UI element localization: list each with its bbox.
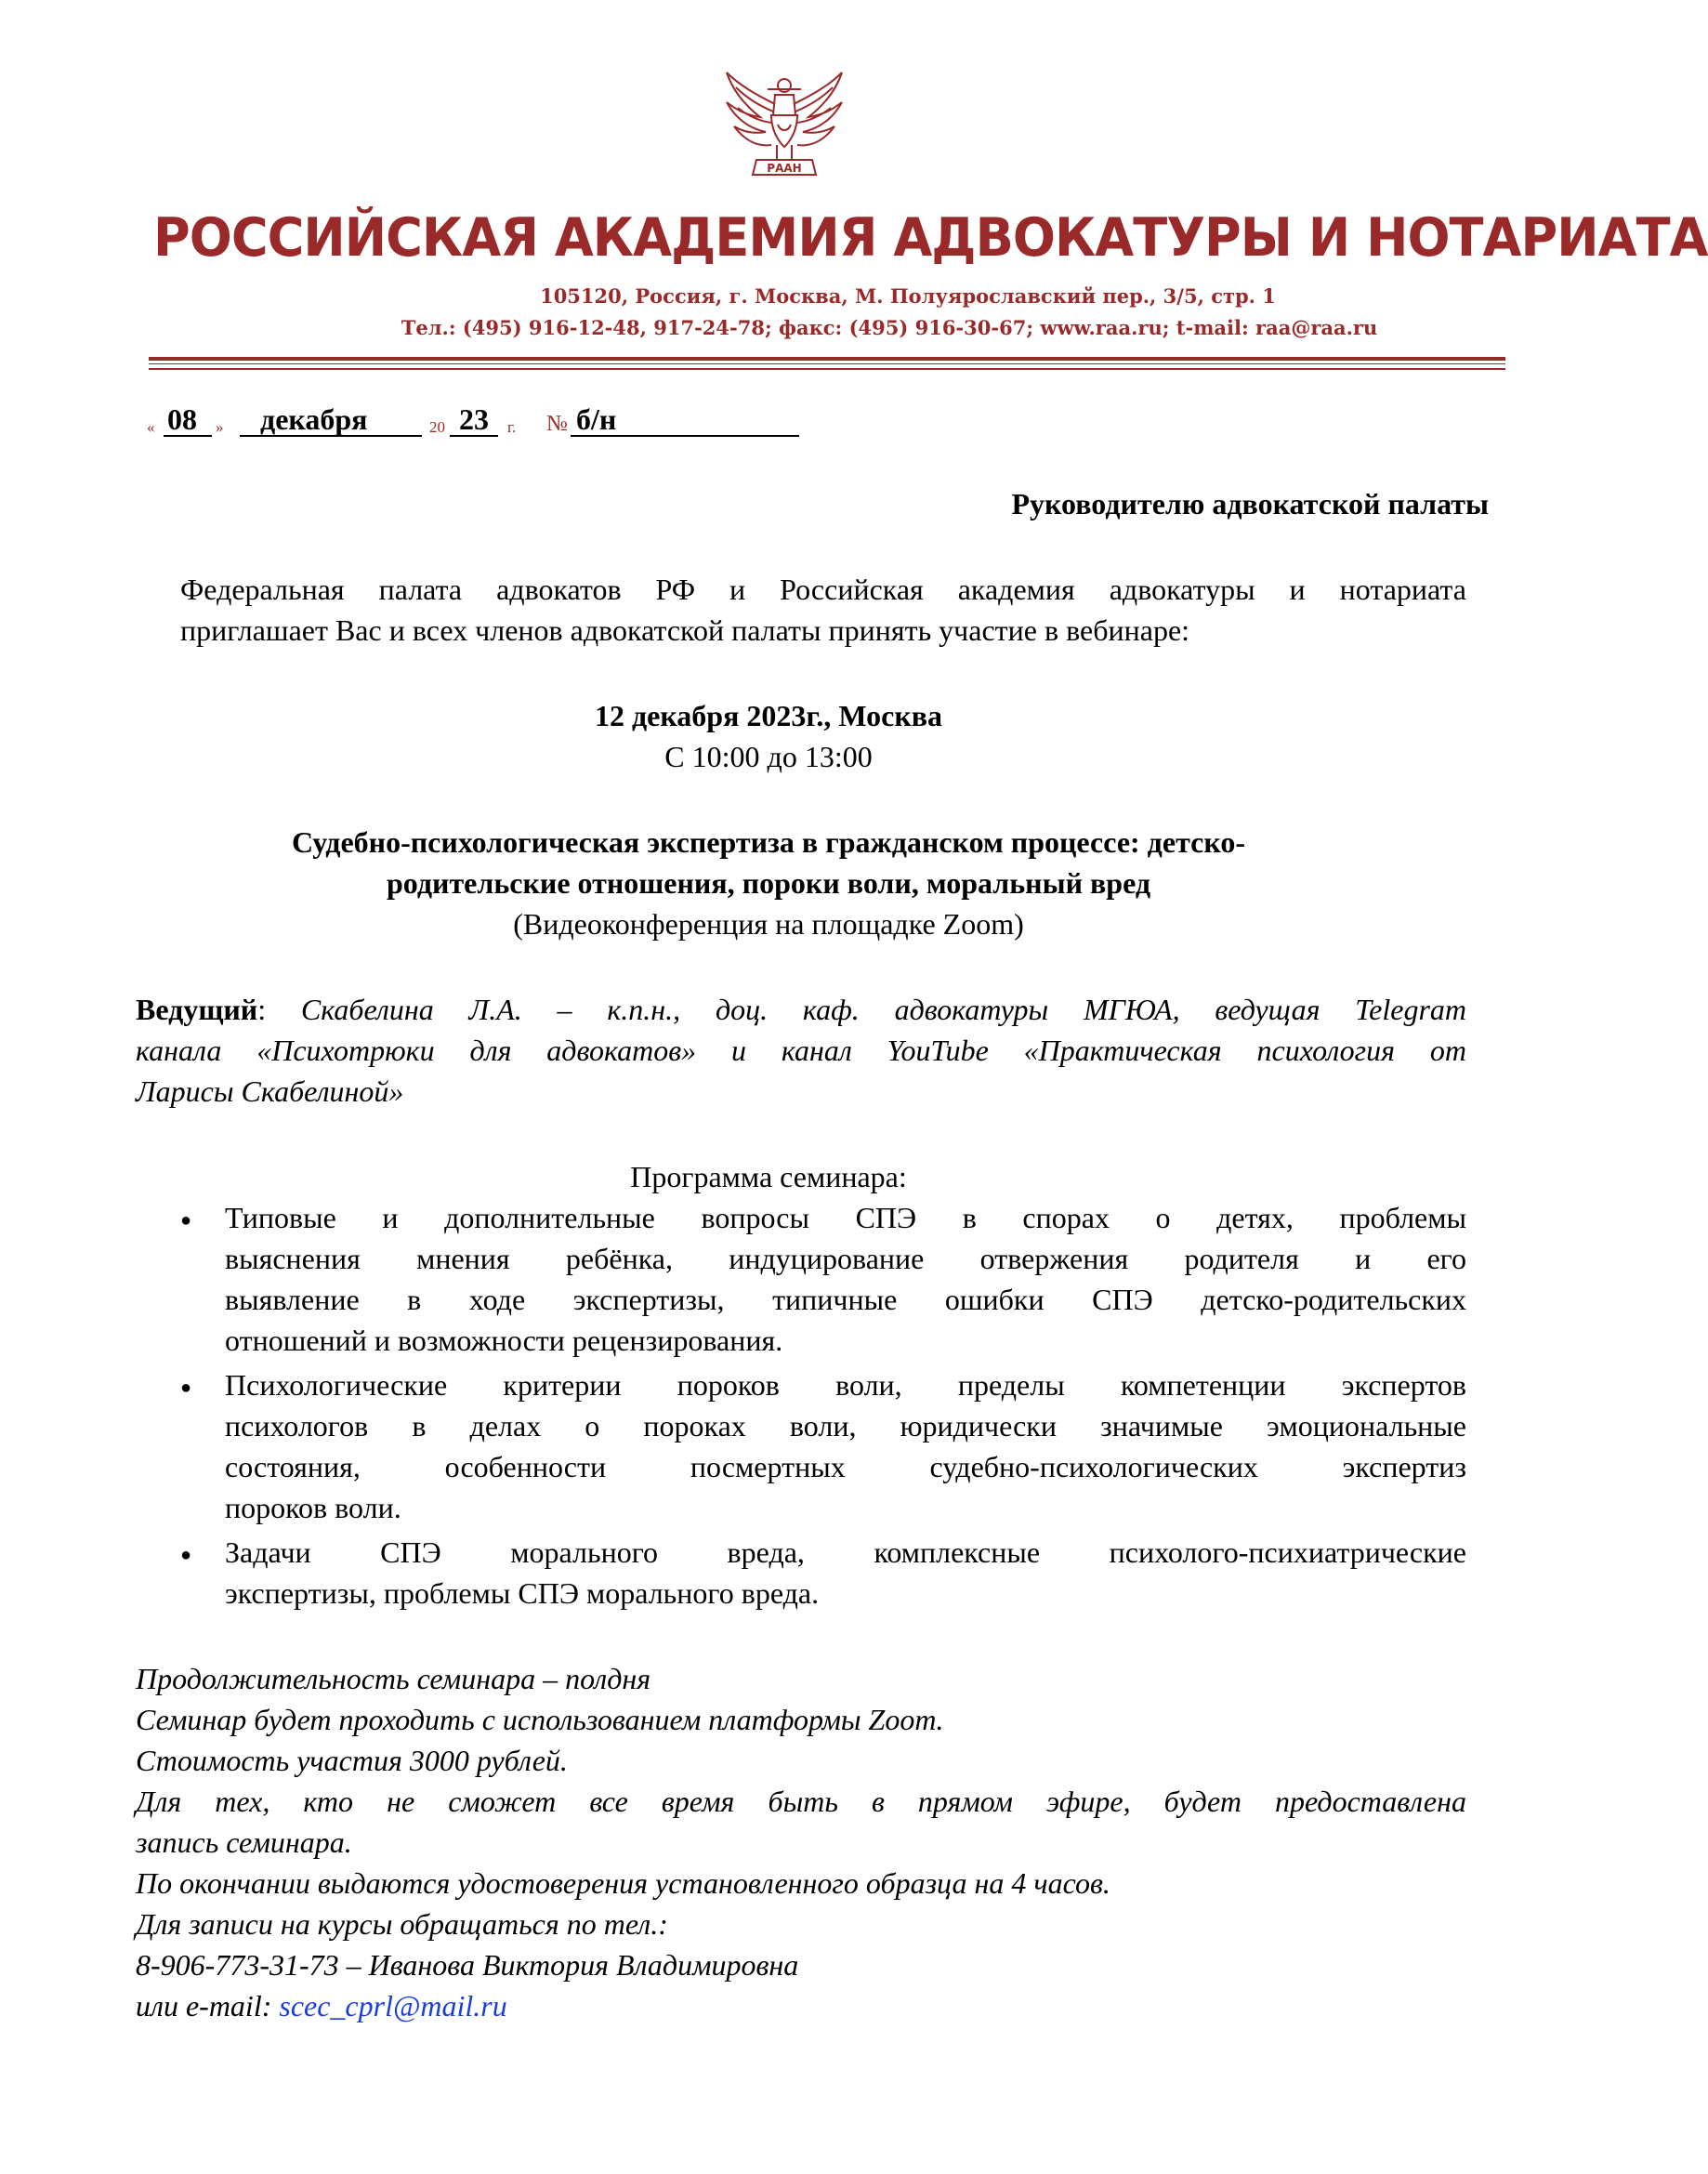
email-link[interactable]: scec_cprl@mail.ru <box>279 1989 507 2022</box>
intro-line-1: Федеральная палата адвокатов РФ и Российская академия адвокатуры и нотариата <box>180 573 1466 606</box>
program-item-1-line-1: Типовые и дополнительные вопросы СПЭ в спорах о детях, проблемы <box>225 1201 1466 1234</box>
date-year-suffix: 23 <box>459 402 489 436</box>
date-open-quote: « <box>147 418 155 436</box>
detail-recording-line-1: Для тех, кто не сможет все время быть в прямом эфире, будет предоставлена <box>136 1785 1466 1818</box>
bullet-icon: ● <box>180 1210 192 1231</box>
detail-contact-email <box>136 1985 507 2026</box>
addressee: Руководителю адвокатской палаты <box>1011 487 1489 520</box>
organization-name: РОССИЙСКАЯ АКАДЕМИЯ АДВОКАТУРЫ И НОТАРИАТА <box>153 207 1708 269</box>
program-item-2-line-3: состояния, особенности посмертных судебно-психологических экспертиз <box>225 1450 1466 1483</box>
letterhead-divider <box>149 357 1505 361</box>
event-title-line-1: Судебно-психологическая экспертиза в гражданском процессе: детско- <box>291 825 1246 859</box>
program-item-1-line-2: выяснения мнения ребёнка, индуцирование отвержения родителя и его <box>225 1242 1466 1275</box>
date-year-mark: г. <box>507 418 517 436</box>
number-sign: № <box>546 412 568 436</box>
event-time: С 10:00 до 13:00 <box>664 740 873 773</box>
program-item-2-line-1: Психологические критерии пороков воли, пределы компетенции экспертов <box>225 1368 1466 1402</box>
organization-address: 105120, Россия, г. Москва, М. Полуярославский пер., 3/5, стр. 1 <box>540 284 1276 308</box>
detail-contact-phone: 8-906-773-31-73 – Иванова Виктория Владимировна <box>136 1948 799 1982</box>
program-heading: Программа семинара: <box>630 1160 907 1193</box>
academy-emblem-icon <box>719 67 849 186</box>
host-label: Ведущий <box>136 993 258 1026</box>
emblem-text: РААН <box>767 162 802 175</box>
detail-price: Стоимость участия 3000 рублей. <box>136 1744 568 1777</box>
program-item-2-line-2: психологов в делах о пороках воли, юридически значимые эмоциональные <box>225 1409 1466 1443</box>
date-close-quote: » <box>216 418 224 436</box>
event-title-line-2: родительские отношения, пороки воли, моральный вред <box>386 866 1151 900</box>
program-item-3-line-2: экспертизы, проблемы СПЭ морального вреда. <box>225 1576 820 1610</box>
date-day: 08 <box>167 402 197 436</box>
organization-contacts: Тел.: (495) 916-12-48, 917-24-78; факс: (495) 916-30-67; www.raa.ru; t-mail: raa@raa.ru <box>401 316 1378 339</box>
date-year-prefix: 20 <box>429 418 445 436</box>
program-item-3-line-1: Задачи СПЭ морального вреда, комплексные психолого-психиатрические <box>225 1535 1466 1569</box>
host-text-1: Скабелина Л.А. – к.п.н., доц. каф. адвокатуры МГЮА, ведущая Telegram <box>300 993 1467 1026</box>
event-format: (Видеоконференция на площадке Zoom) <box>513 907 1024 941</box>
bullet-icon: ● <box>180 1545 192 1565</box>
event-date-place: 12 декабря 2023г., Москва <box>594 699 943 732</box>
date-month: декабря <box>260 402 368 436</box>
detail-recording-line-2: запись семинара. <box>136 1825 352 1859</box>
date-line <box>147 402 816 442</box>
email-prefix: или e-mail: <box>136 1989 280 2022</box>
host-line-2: канала «Психотрюки для адвокатов» и канал YouTube «Практическая психология от <box>136 1034 1466 1067</box>
program-item-1-line-3: выявление в ходе экспертизы, типичные ошибки СПЭ детско-родительских <box>225 1283 1466 1316</box>
program-item-1-line-4: отношений и возможности рецензирования. <box>225 1324 783 1357</box>
detail-duration: Продолжительность семинара – полдня <box>136 1662 651 1695</box>
host-line-1 <box>136 989 1466 1030</box>
document-number: б/н <box>576 402 617 436</box>
detail-certificate: По окончании выдаются удостоверения установленного образца на 4 часов. <box>136 1866 1110 1900</box>
program-item-2-line-4: пороков воли. <box>225 1491 401 1524</box>
host-colon: : <box>257 993 267 1026</box>
intro-line-2: приглашает Вас и всех членов адвокатской палаты принять участие в вебинаре: <box>180 613 1190 647</box>
letterhead-divider-bottom <box>149 368 1505 370</box>
detail-contact-intro: Для записи на курсы обращаться по тел.: <box>136 1907 668 1941</box>
detail-platform: Семинар будет проходить с использованием платформы Zoom. <box>136 1703 944 1736</box>
host-line-3: Ларисы Скабелиной» <box>136 1074 404 1108</box>
bullet-icon: ● <box>180 1377 192 1398</box>
letterhead-divider-thin <box>149 363 1505 364</box>
